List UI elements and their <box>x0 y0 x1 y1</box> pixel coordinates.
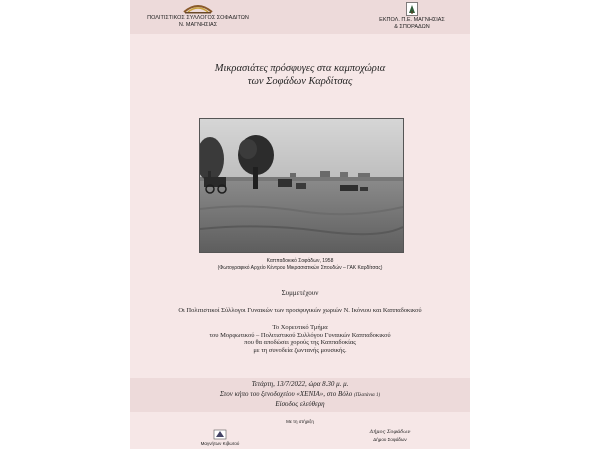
dance-line-2: του Μορφωτικού – Πολιτιστικού Συλλόγου Γυναικών Καππαδοκικού <box>209 331 391 339</box>
left-sponsor-name: Μαγνήτων Κιβωτού <box>200 441 240 446</box>
historic-photo <box>199 118 404 253</box>
event-entry: Είσοδος ελεύθερη <box>275 400 325 408</box>
event-venue-name: Στον κήπο του ξενοδοχείου «XENIA», στο Βόλο <box>219 389 353 398</box>
right-org-region: & ΣΠΟΡΑΔΩΝ <box>394 24 430 30</box>
event-details <box>130 380 470 410</box>
participants-heading: Συμμετέχουν <box>281 289 319 297</box>
title-line-2: των Σοφάδων Καρδίτσας <box>247 76 353 87</box>
sofades-logo: Δήμος Σοφάδων <box>369 429 411 435</box>
right-sponsor-name: Δήμου Σοφάδων <box>373 437 407 442</box>
title-line-1: Μικρασιάτες πρόσφυγες στα καμποχώρια <box>214 63 386 74</box>
cultural-society-logo <box>181 2 215 14</box>
dance-group-text <box>130 324 470 355</box>
event-venue-note: (Πλατάνια 1) <box>354 392 381 398</box>
dance-line-1: Το Χορευτικό Τμήμα <box>272 324 328 331</box>
event-title <box>130 62 470 88</box>
right-organization <box>362 2 462 31</box>
caption-line-2: (Φωτογραφικό Αρχείο Κέντρου Μικρασιατικών Σπουδών – ΓΑΚ Καρδίτσας) <box>217 264 383 271</box>
invitation-page <box>130 0 470 449</box>
left-org-region: Ν. ΜΑΓΝΗΣΙΑΣ <box>178 22 218 28</box>
right-sponsor <box>360 426 420 443</box>
kivotou-logo <box>213 428 227 440</box>
right-org-name: ΕΚΠΟΛ. Π.Ε. ΜΑΓΝΗΣΙΑΣ <box>379 17 445 23</box>
field-landscape-photo <box>200 119 403 252</box>
dance-line-4: με τη συνοδεία ζωντανής μουσικής. <box>253 347 347 355</box>
dance-line-3: που θα αποδώσει χορούς της Καππαδοκίας <box>244 339 356 347</box>
left-organization <box>138 2 258 29</box>
event-venue <box>130 390 470 401</box>
left-sponsor <box>190 426 250 447</box>
event-date: Τετάρτη, 13/7/2022, ώρα 8.30 μ. μ. <box>251 380 349 388</box>
photo-caption <box>130 258 470 271</box>
ekpol-logo <box>406 2 418 16</box>
left-org-name: ΠΟΛΙΤΙΣΤΙΚΟΣ ΣΥΛΛΟΓΟΣ ΣΟΦΑΔΙΤΩΝ <box>147 15 249 21</box>
support-label: Με τη στήριξη <box>286 419 314 424</box>
women-associations-text: Οι Πολιτιστικοί Σύλλογοι Γυναικών των προσφυγικών χωριών Ν. Ικόνιου και Καππαδοκικού <box>178 307 422 314</box>
caption-line-1: Καππαδοκικό Σοφάδων, 1958 <box>266 258 334 264</box>
